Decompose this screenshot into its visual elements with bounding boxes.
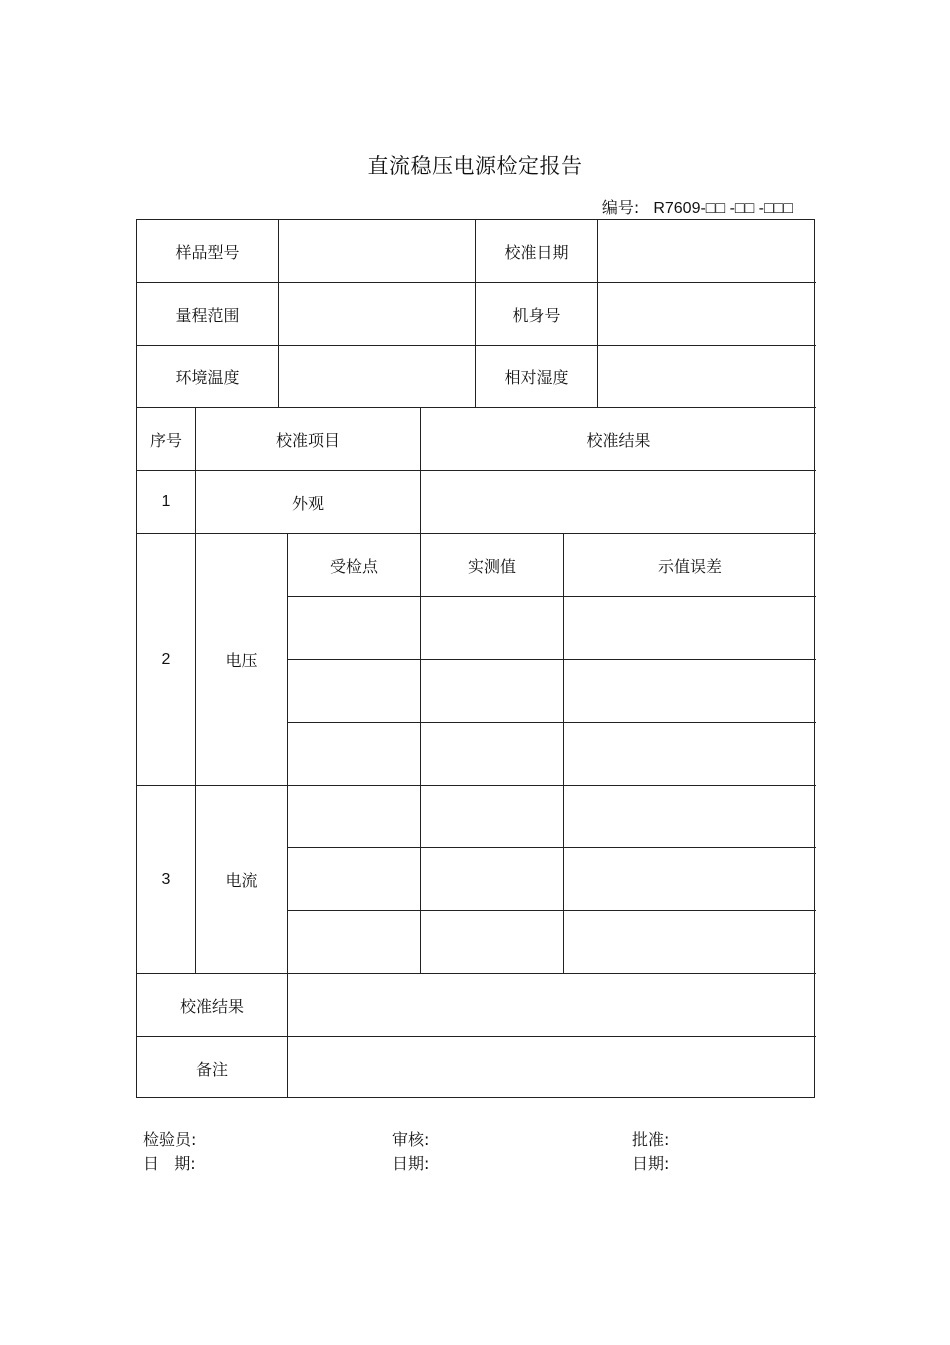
document-title: 直流稳压电源检定报告 (367, 154, 583, 178)
approver-label: 批准: (632, 1130, 670, 1149)
row-index-current: 3 (161, 870, 171, 888)
approver-signature (632, 1128, 669, 1176)
inspector-date-label: 日 期: (143, 1154, 196, 1173)
value-sample-model[interactable] (279, 220, 475, 282)
inspector-signature (143, 1128, 196, 1176)
label-serial-number: 机身号 (512, 305, 561, 325)
label-relative-humidity: 相对湿度 (504, 368, 569, 387)
header-calibration-item: 校准项目 (275, 430, 340, 450)
label-calibration-date: 校准日期 (504, 242, 569, 262)
value-serial-number[interactable] (598, 283, 816, 345)
code-value: R7609-□□ -□□ -□□□ (653, 200, 793, 217)
approver-date-label: 日期: (632, 1154, 670, 1173)
item-appearance: 外观 (291, 493, 324, 513)
label-measuring-range: 量程范围 (175, 305, 240, 325)
document-code (602, 195, 793, 218)
result-appearance[interactable] (421, 471, 816, 533)
reviewer-date-label: 日期: (392, 1154, 430, 1173)
value-relative-humidity[interactable] (598, 346, 816, 407)
reviewer-signature (392, 1128, 429, 1176)
value-ambient-temperature[interactable] (279, 346, 475, 407)
subheader-test-point: 受检点 (329, 556, 378, 576)
calibration-form-table (136, 219, 815, 1098)
code-label: 编号: (601, 198, 640, 217)
inspector-label: 检验员: (143, 1130, 197, 1149)
value-measuring-range[interactable] (279, 283, 475, 345)
label-remarks: 备注 (195, 1059, 228, 1079)
label-sample-model: 样品型号 (175, 242, 240, 262)
item-voltage: 电压 (225, 651, 258, 670)
row-index-appearance: 1 (161, 493, 171, 510)
label-ambient-temperature: 环境温度 (175, 368, 240, 387)
item-current: 电流 (225, 871, 258, 890)
subheader-indication-error: 示值误差 (657, 556, 722, 576)
value-final-result[interactable] (288, 974, 816, 1036)
row-index-voltage: 2 (161, 650, 171, 668)
header-index: 序号 (149, 430, 182, 450)
header-calibration-result: 校准结果 (586, 430, 651, 450)
value-calibration-date[interactable] (598, 220, 816, 282)
value-remarks[interactable] (288, 1037, 816, 1099)
label-final-result: 校准结果 (179, 996, 244, 1016)
reviewer-label: 审核: (392, 1130, 430, 1149)
subheader-measured-value: 实测值 (467, 556, 516, 576)
